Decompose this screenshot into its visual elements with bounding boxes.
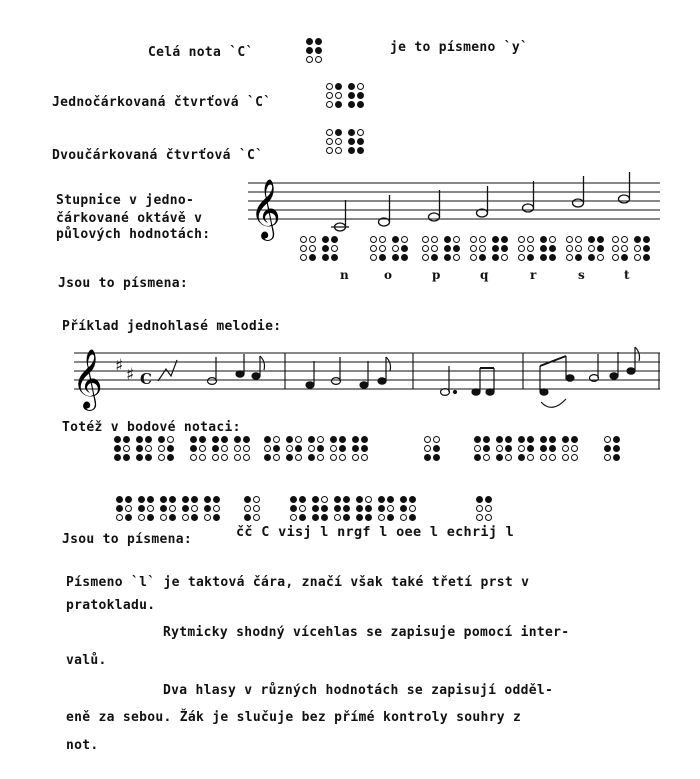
braille-dot (485, 505, 492, 512)
paragraph-1-line-1: Písmeno `l` je taktová čára, značí však také třetí prst v (66, 575, 530, 590)
braille-cell (234, 436, 250, 461)
braille-dot (409, 514, 416, 521)
braille-dot (273, 445, 280, 452)
scale-label-line-2: čárkované oktávě v (56, 211, 203, 226)
braille-dot (213, 505, 220, 512)
braille-dot (147, 514, 154, 521)
scale-letter: r (530, 268, 537, 282)
braille-dot (264, 454, 271, 461)
braille-dot (527, 445, 534, 452)
braille-dot (549, 454, 556, 461)
braille-dot (527, 454, 534, 461)
braille-dot (169, 496, 176, 503)
braille-cell (116, 496, 132, 521)
braille-dot (116, 514, 123, 521)
common-time-icon: C (140, 370, 152, 388)
braille-dot (485, 496, 492, 503)
quarter-c2-label: Dvoučárkovaná čtvrťová `C` (52, 148, 264, 163)
braille-dot (147, 505, 154, 512)
braille-dot (138, 514, 145, 521)
braille-cell (190, 436, 206, 461)
scale-letter: n (340, 268, 349, 282)
braille-dot (496, 445, 503, 452)
braille-dot (308, 454, 315, 461)
braille-cell (424, 436, 440, 461)
braille-group (264, 436, 368, 461)
braille-dot (182, 496, 189, 503)
letters-label-2: Jsou to písmena: (62, 532, 193, 547)
braille-cell (540, 436, 556, 461)
braille-dot (299, 496, 306, 503)
braille-dot (167, 454, 174, 461)
braille-dot (562, 436, 569, 443)
braille-dot (312, 514, 319, 521)
sharp-sign-icon: ♯ (126, 365, 135, 385)
braille-dot (474, 445, 481, 452)
braille-cell (352, 436, 368, 461)
braille-dot (167, 445, 174, 452)
braille-cell (378, 496, 394, 521)
braille-dot (476, 505, 483, 512)
braille-dot (334, 514, 341, 521)
braille-dot (190, 454, 197, 461)
braille-dot (204, 496, 211, 503)
braille-dot (540, 454, 547, 461)
braille-dot (571, 445, 578, 452)
braille-dot (343, 514, 350, 521)
braille-dot (167, 436, 174, 443)
braille-dot (604, 454, 611, 461)
braille-dot (212, 445, 219, 452)
braille-cell (496, 436, 512, 461)
braille-dot (273, 436, 280, 443)
braille-dot (286, 445, 293, 452)
braille-dot (290, 514, 297, 521)
braille-dot (387, 496, 394, 503)
scale-letter: q (480, 268, 489, 282)
paragraph-3-line-1: Dva hlasy v různých hodnotách se zapisují odděl- (163, 683, 554, 698)
braille-dot (400, 496, 407, 503)
braille-dot (234, 454, 241, 461)
braille-dot (213, 514, 220, 521)
braille-dot (212, 436, 219, 443)
braille-dot (123, 445, 130, 452)
braille-group (190, 436, 250, 461)
whole-note-label: Celá nota `C` (148, 45, 254, 60)
braille-dot (387, 514, 394, 521)
braille-dot (116, 496, 123, 503)
braille-dot (264, 445, 271, 452)
braille-dot (221, 436, 228, 443)
braille-dot (116, 505, 123, 512)
braille-dot (549, 436, 556, 443)
braille-cell (330, 436, 346, 461)
braille-dot (244, 505, 251, 512)
paragraph-1-line-2: pratokladu. (66, 598, 156, 613)
braille-dot (540, 445, 547, 452)
braille-dot (330, 454, 337, 461)
quarter-c1-label: Jednočárkovaná čtvrťová `C` (52, 95, 272, 110)
braille-dot (562, 454, 569, 461)
braille-group (114, 436, 174, 461)
braille-dot (409, 496, 416, 503)
braille-group (476, 496, 492, 521)
braille-dot (352, 436, 359, 443)
braille-dot (613, 436, 620, 443)
braille-dot (483, 454, 490, 461)
braille-cell (518, 436, 534, 461)
braille-dot (169, 505, 176, 512)
braille-dot (483, 436, 490, 443)
braille-dot (604, 445, 611, 452)
braille-dot (361, 454, 368, 461)
braille-dot (212, 454, 219, 461)
braille-dot (204, 505, 211, 512)
braille-dot (483, 445, 490, 452)
braille-dot (378, 505, 385, 512)
letter-y-label: je to písmeno `y` (390, 40, 529, 55)
braille-cell (160, 496, 176, 521)
braille-dot (321, 496, 328, 503)
scale-letter: s (578, 268, 585, 282)
braille-group (474, 436, 578, 461)
braille-dot (213, 496, 220, 503)
braille-cell (290, 496, 306, 521)
braille-dot (485, 514, 492, 521)
braille-dot (387, 505, 394, 512)
braille-dot (286, 454, 293, 461)
braille-cell (356, 496, 372, 521)
braille-dot (343, 505, 350, 512)
braille-dot (424, 436, 431, 443)
treble-clef-icon: 𝄞 (250, 179, 281, 239)
braille-dot (343, 496, 350, 503)
braille-dot (125, 505, 132, 512)
braille-dot (136, 445, 143, 452)
melody-notes (158, 347, 640, 407)
braille-dot (378, 514, 385, 521)
braille-dot (295, 436, 302, 443)
braille-dot (356, 496, 363, 503)
braille-dot (290, 505, 297, 512)
braille-dot (191, 514, 198, 521)
braille-dot (295, 454, 302, 461)
braille-dot (308, 445, 315, 452)
braille-group (290, 496, 416, 521)
braille-dot (356, 514, 363, 521)
braille-dot (244, 514, 251, 521)
braille-dot (433, 445, 440, 452)
braille-dot (158, 454, 165, 461)
scale-letter: t (624, 268, 630, 282)
letters-label-1: Jsou to písmena: (58, 276, 189, 291)
braille-dot (253, 496, 260, 503)
braille-dot (308, 436, 315, 443)
braille-dot (145, 445, 152, 452)
braille-dot (433, 454, 440, 461)
braille-dot (352, 445, 359, 452)
braille-dot (204, 514, 211, 521)
braille-dot (114, 454, 121, 461)
braille-dot (424, 454, 431, 461)
braille-dot (518, 436, 525, 443)
braille-dot (317, 454, 324, 461)
braille-dot (505, 454, 512, 461)
braille-dot (496, 436, 503, 443)
braille-dot (295, 445, 302, 452)
braille-dot (400, 505, 407, 512)
braille-dot (158, 445, 165, 452)
paragraph-3-line-3: not. (66, 738, 99, 753)
braille-dot (158, 436, 165, 443)
braille-cell (400, 496, 416, 521)
braille-dot (160, 505, 167, 512)
braille-dot (505, 436, 512, 443)
braille-dot (234, 445, 241, 452)
scale-label-line-3: půlových hodnotách: (56, 227, 211, 242)
braille-dot (400, 514, 407, 521)
braille-dot (496, 454, 503, 461)
braille-dot (352, 454, 359, 461)
braille-dot (199, 436, 206, 443)
braille-dot (339, 454, 346, 461)
braille-dot (243, 445, 250, 452)
braille-dot (125, 496, 132, 503)
scale-letter: p (432, 268, 441, 282)
braille-dot (361, 445, 368, 452)
melody-example-label: Příklad jednohlasé melodie: (62, 319, 282, 334)
braille-dot (114, 445, 121, 452)
braille-cell (474, 436, 490, 461)
braille-dot (253, 505, 260, 512)
braille-dot (312, 496, 319, 503)
braille-dot (571, 454, 578, 461)
braille-dot (356, 505, 363, 512)
braille-dot (125, 514, 132, 521)
braille-cell (312, 496, 328, 521)
braille-cell (158, 436, 174, 461)
braille-cell (308, 436, 324, 461)
braille-dot (549, 445, 556, 452)
braille-dot (234, 436, 241, 443)
braille-dot (123, 454, 130, 461)
sharp-sign-icon: ♯ (115, 356, 124, 376)
braille-dot (191, 505, 198, 512)
braille-dot (321, 505, 328, 512)
braille-dot (365, 514, 372, 521)
braille-dot (613, 445, 620, 452)
braille-dot (221, 445, 228, 452)
braille-cell (182, 496, 198, 521)
braille-dot (424, 445, 431, 452)
braille-dot (330, 436, 337, 443)
braille-cell (204, 496, 220, 521)
dot-notation-label: Totéž v bodové notaci: (62, 420, 241, 435)
braille-dot (138, 505, 145, 512)
braille-dot (299, 514, 306, 521)
braille-dot (199, 445, 206, 452)
braille-cell (604, 436, 620, 461)
braille-dot (474, 436, 481, 443)
braille-cell (562, 436, 578, 461)
braille-dot (334, 496, 341, 503)
braille-group (424, 436, 440, 461)
braille-dot (182, 505, 189, 512)
braille-dot (160, 514, 167, 521)
braille-group (604, 436, 620, 461)
braille-dot (160, 496, 167, 503)
braille-cell (334, 496, 350, 521)
braille-dot (339, 436, 346, 443)
braille-dot (145, 454, 152, 461)
braille-dot (378, 496, 385, 503)
braille-cell (476, 496, 492, 521)
braille-cell (244, 496, 260, 521)
braille-dot (199, 454, 206, 461)
braille-dot (243, 454, 250, 461)
braille-dot (527, 436, 534, 443)
braille-dot (273, 454, 280, 461)
braille-cell (138, 496, 154, 521)
braille-dot (114, 436, 121, 443)
braille-dot (562, 445, 569, 452)
braille-dot (474, 454, 481, 461)
braille-dot (243, 436, 250, 443)
braille-dot (433, 436, 440, 443)
scale-label-line-1: Stupnice v jedno- (56, 193, 195, 208)
braille-dot (317, 445, 324, 452)
braille-dot (361, 436, 368, 443)
braille-dot (299, 505, 306, 512)
braille-dot (476, 496, 483, 503)
braille-cell (212, 436, 228, 461)
letters-sequence: čč C visj l nrgf l oee l echrij l (236, 524, 515, 540)
braille-cell (264, 436, 280, 461)
braille-dot (190, 445, 197, 452)
braille-dot (221, 454, 228, 461)
paragraph-3-line-2: eně za sebou. Žák je slučuje bez přímé kontroly souhry z (66, 710, 522, 725)
braille-dot (571, 436, 578, 443)
braille-dot (604, 436, 611, 443)
braille-dot (286, 436, 293, 443)
braille-dot (190, 436, 197, 443)
braille-dot (253, 514, 260, 521)
braille-dot (191, 496, 198, 503)
braille-cell (286, 436, 302, 461)
braille-cell (114, 436, 130, 461)
braille-dot (312, 505, 319, 512)
braille-dot (339, 445, 346, 452)
paragraph-2-line-2: valů. (66, 653, 107, 668)
braille-dot (330, 445, 337, 452)
braille-dot (290, 496, 297, 503)
braille-cell (136, 436, 152, 461)
braille-dot (136, 454, 143, 461)
braille-dot (365, 505, 372, 512)
braille-dot (147, 496, 154, 503)
braille-dot (613, 454, 620, 461)
braille-dot (476, 514, 483, 521)
braille-dot (409, 505, 416, 512)
braille-dot (169, 514, 176, 521)
braille-dot (264, 436, 271, 443)
braille-group (116, 496, 220, 521)
braille-dot (136, 436, 143, 443)
braille-dot (138, 496, 145, 503)
treble-clef-icon: 𝄞 (72, 349, 103, 409)
braille-dot (334, 505, 341, 512)
braille-dot (182, 514, 189, 521)
braille-dot (321, 514, 328, 521)
paragraph-2-line-1: Rytmicky shodný vícehlas se zapisuje pomocí inter- (163, 625, 570, 640)
scale-letter: o (384, 268, 393, 282)
braille-dot (518, 445, 525, 452)
braille-dot (123, 436, 130, 443)
braille-dot (317, 436, 324, 443)
braille-dot (145, 436, 152, 443)
braille-dot (540, 436, 547, 443)
braille-dot (505, 445, 512, 452)
braille-group (244, 496, 260, 521)
braille-dot (365, 496, 372, 503)
braille-dot (244, 496, 251, 503)
braille-dot (518, 454, 525, 461)
